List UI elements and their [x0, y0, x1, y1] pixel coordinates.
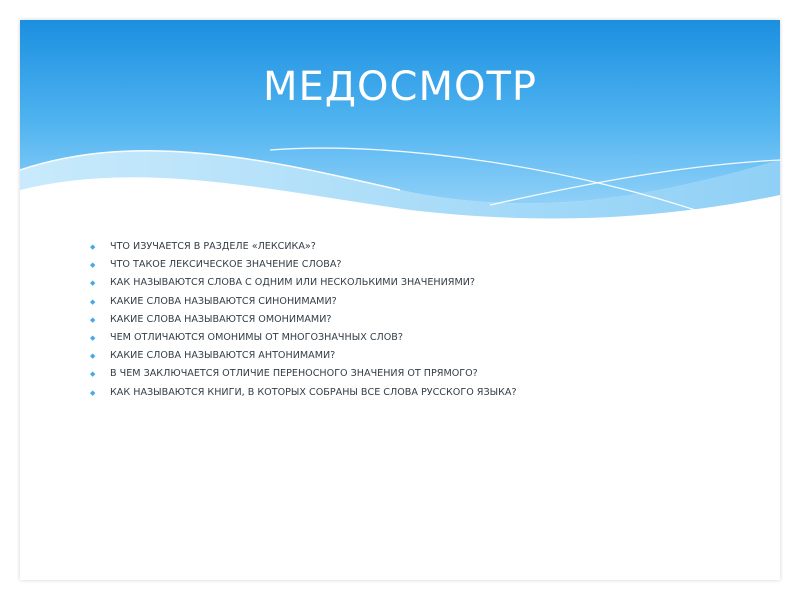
bullet-diamond-icon: ◆ [90, 279, 96, 288]
question-text: В ЧЕМ ЗАКЛЮЧАЕТСЯ ОТЛИЧИЕ ПЕРЕНОСНОГО ЗНАЧЕНИЯ ОТ ПРЯМОГО? [110, 368, 478, 380]
question-text: ЧТО ТАКОЕ ЛЕКСИЧЕСКОЕ ЗНАЧЕНИЕ СЛОВА? [110, 259, 342, 271]
question-text: КАКИЕ СЛОВА НАЗЫВАЮТСЯ СИНОНИМАМИ? [110, 295, 337, 307]
bullet-diamond-icon: ◆ [90, 333, 96, 342]
slide [20, 20, 780, 580]
list-item [90, 384, 750, 402]
list-item [90, 365, 750, 383]
list-item [90, 256, 750, 274]
header-wave-background [20, 20, 780, 220]
bullet-diamond-icon: ◆ [90, 243, 96, 251]
list-item [90, 274, 750, 292]
bullet-diamond-icon: ◆ [90, 297, 96, 306]
list-item [90, 293, 750, 311]
question-text: КАКИЕ СЛОВА НАЗЫВАЮТСЯ ОМОНИМАМИ? [110, 313, 332, 325]
list-item [90, 329, 750, 347]
list-item [90, 347, 750, 365]
bullet-diamond-icon: ◆ [90, 388, 96, 397]
bullet-diamond-icon: ◆ [90, 315, 96, 324]
question-text: ЧЕМ ОТЛИЧАЮТСЯ ОМОНИМЫ ОТ МНОГОЗНАЧНЫХ СЛОВ? [110, 331, 403, 343]
question-text: ЧТО ИЗУЧАЕТСЯ В РАЗДЕЛЕ «ЛЕКСИКА»? [110, 241, 316, 252]
list-item [90, 311, 750, 329]
bullet-diamond-icon: ◆ [90, 370, 96, 379]
list-item [90, 238, 750, 256]
question-list [90, 238, 750, 402]
bullet-diamond-icon: ◆ [90, 352, 96, 361]
question-text: КАК НАЗЫВАЮТСЯ КНИГИ, В КОТОРЫХ СОБРАНЫ ВСЕ СЛОВА РУССКОГО ЯЗЫКА? [110, 386, 517, 398]
question-text: КАК НАЗЫВАЮТСЯ СЛОВА С ОДНИМ ИЛИ НЕСКОЛЬКИМИ ЗНАЧЕНИЯМИ? [110, 277, 475, 289]
slide-title: МЕДОСМОТР [263, 64, 537, 110]
bullet-diamond-icon: ◆ [90, 261, 96, 270]
question-text: КАКИЕ СЛОВА НАЗЫВАЮТСЯ АНТОНИМАМИ? [110, 350, 336, 362]
